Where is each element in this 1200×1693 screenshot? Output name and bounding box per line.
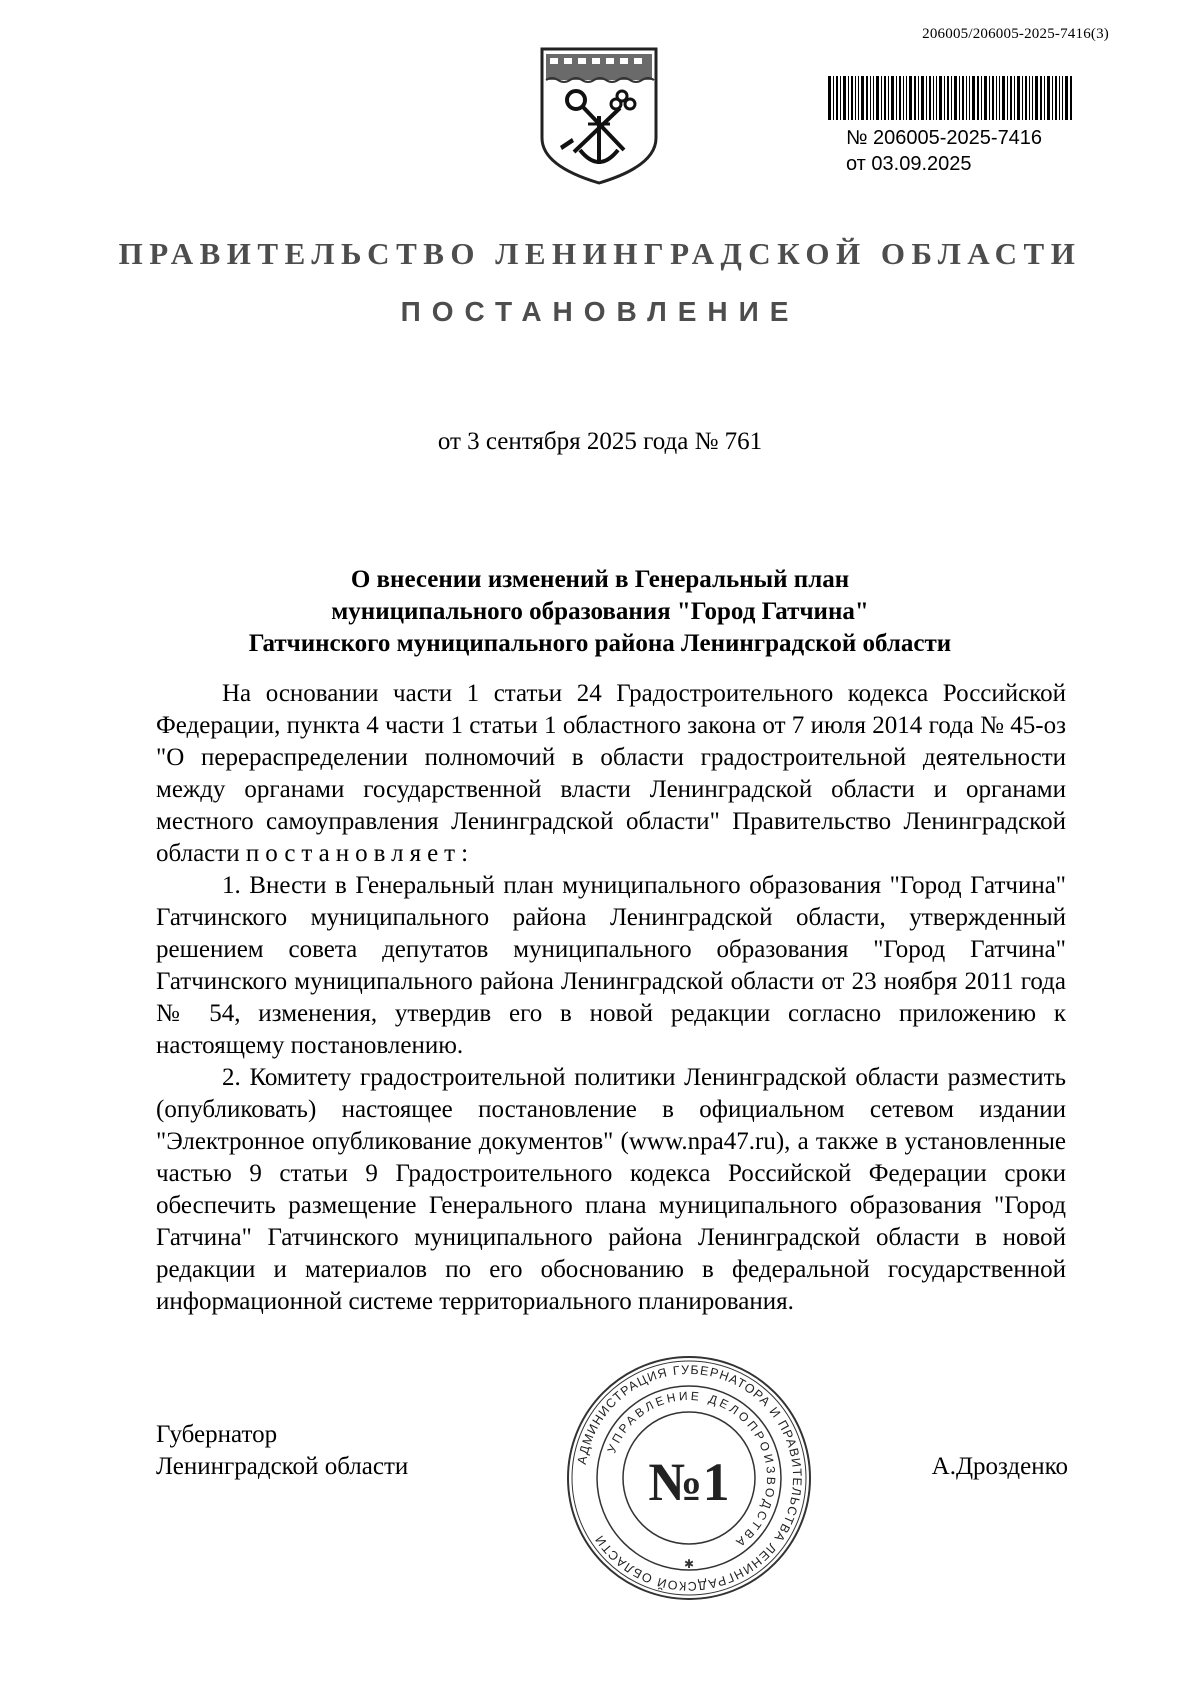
signer-position-line: Губернатор — [156, 1421, 278, 1448]
title-line: О внесении изменений в Генеральный план — [350, 566, 850, 593]
item-2-paragraph: 2. Комитету градостроительной политики Ленинградской области разместить (опубликовать) настоящее постановление в официальном сетевом издании "Электронное опубликование документов" (www.npa47.ru), а также в установленные частью 9 статьи 9 Градостроительного кодекса Российской Федерации сроки обеспечить размещение Генерального плана муниципального образования "Город Гатчина" Гатчинского муниципального района Ленинградской области в новой редакции и материалов по его обоснованию в федеральной государственной информационной системе территориального планирования. — [156, 1064, 1066, 1315]
preamble-paragraph — [156, 678, 1066, 870]
title-line: Гатчинского муниципального района Ленинградской области — [248, 630, 952, 657]
signer-position-line: Ленинградской области — [156, 1453, 409, 1480]
seal-inner-text: УПРАВЛЕНИЕ ДЕЛОПРОИЗВОДСТВА — [604, 1388, 779, 1552]
leningrad-oblast-coat-of-arms-icon — [538, 46, 660, 186]
registration-date: от 03.09.2025 — [846, 153, 972, 175]
svg-text:✱: ✱ — [683, 1557, 695, 1571]
document-type: ПОСТАНОВЛЕНИЕ — [400, 296, 800, 327]
preamble-text: На основании части 1 статьи 24 Градостроительного кодекса Российской Федерации, пункта 4 части 1 статьи 1 областного закона от 7 июля 2014 года № 45-оз "О перераспределении полномочий в области градостроительной деятельности между органами государственной власти Ленинградской области и органами местного самоуправления Ленинградской области" Правительство Ленинградской области — [156, 680, 1066, 867]
seal-number: №1 — [648, 1452, 730, 1512]
decree-title — [120, 564, 1080, 660]
item-1-paragraph: 1. Внести в Генеральный план муниципального образования "Город Гатчина" Гатчинского муниципального района Ленинградской области, утвержденный решением совета депутатов муниципального образования "Город Гатчина" Гатчинского муниципального района Ленинградской области от 23 ноября 2011 года № 54, изменения, утвердив его в новой редакции согласно приложению к настоящему постановлению. — [156, 872, 1066, 1059]
decree-date-number: от 3 сентября 2025 года № 761 — [437, 428, 763, 455]
registration-number: № 206005-2025-7416 — [846, 127, 1043, 149]
barcode — [828, 76, 1072, 120]
decree-word: постановляет: — [245, 840, 475, 867]
signer-name: А.Дрозденко — [931, 1453, 1068, 1480]
registration-block — [846, 125, 1042, 177]
decree-body — [156, 678, 1066, 1318]
title-line: муниципального образования "Город Гатчина" — [331, 598, 869, 625]
signer-position — [156, 1419, 408, 1483]
document-id: 206005/206005-2025-7416(3) — [922, 26, 1109, 42]
issuing-authority: ПРАВИТЕЛЬСТВО ЛЕНИНГРАДСКОЙ ОБЛАСТИ — [118, 236, 1082, 271]
official-seal-icon — [565, 1354, 813, 1602]
seal-outer-text: АДМИНИСТРАЦИЯ ГУБЕРНАТОРА И ПРАВИТЕЛЬСТВА ЛЕНИНГРАДСКОЙ ОБЛАСТИ — [574, 1362, 805, 1594]
